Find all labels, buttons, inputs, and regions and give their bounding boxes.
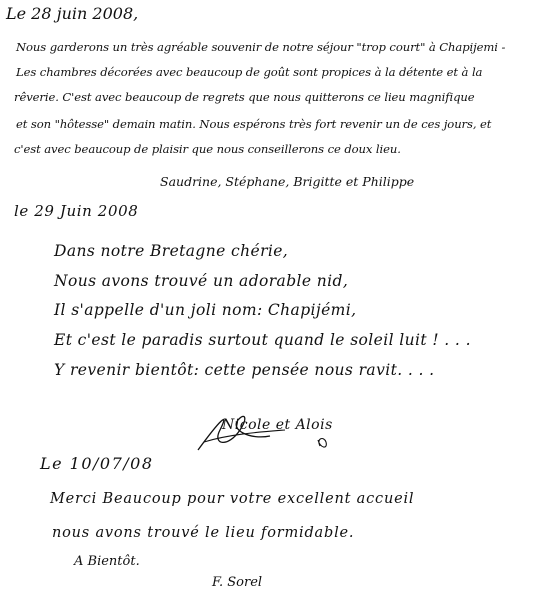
- poem-line-4: Et c'est le paradis surtout quand le soleil luit ! . . .: [54, 331, 471, 349]
- entry3-line-1: Merci Beaucoup pour votre excellent accueil: [50, 491, 415, 507]
- entry1-date: Le 28 juin 2008,: [6, 4, 139, 23]
- entry1-line-1: Nous garderons un très agréable souvenir de notre séjour "trop court" à Chapijemi -: [16, 40, 506, 54]
- entry3-line-2: nous avons trouvé le lieu formidable.: [52, 525, 355, 541]
- entry2-signature: Nicole et Alois: [222, 417, 333, 433]
- entry1-line-5: c'est avec beaucoup de plaisir que nous conseillerons ce doux lieu.: [14, 142, 401, 156]
- entry1-line-4: et son "hôtesse" demain matin. Nous espérons très fort revenir un de ces jours, et: [16, 117, 492, 131]
- poem-line-3: Il s'appelle d'un joli nom: Chapijémi,: [54, 301, 357, 319]
- poem-line-1: Dans notre Bretagne chérie,: [54, 242, 289, 260]
- entry3-signature: F. Sorel: [212, 575, 263, 590]
- entry2-date: le 29 Juin 2008: [14, 202, 139, 220]
- entry1-line-3: rêverie. C'est avec beaucoup de regrets que nous quitterons ce lieu magnifique: [14, 90, 475, 104]
- entry3-date: Le 10/07/08: [40, 454, 154, 473]
- poem-line-2: Nous avons trouvé un adorable nid,: [54, 272, 349, 290]
- entry1-line-2: Les chambres décorées avec beaucoup de goût sont propices à la détente et à la: [16, 65, 483, 79]
- poem-line-5: Y revenir bientôt: cette pensée nous ravit. . . .: [54, 361, 435, 379]
- entry3-closing: A Bientôt.: [74, 554, 140, 569]
- entry1-signature: Saudrine, Stéphane, Brigitte et Philippe: [160, 174, 415, 189]
